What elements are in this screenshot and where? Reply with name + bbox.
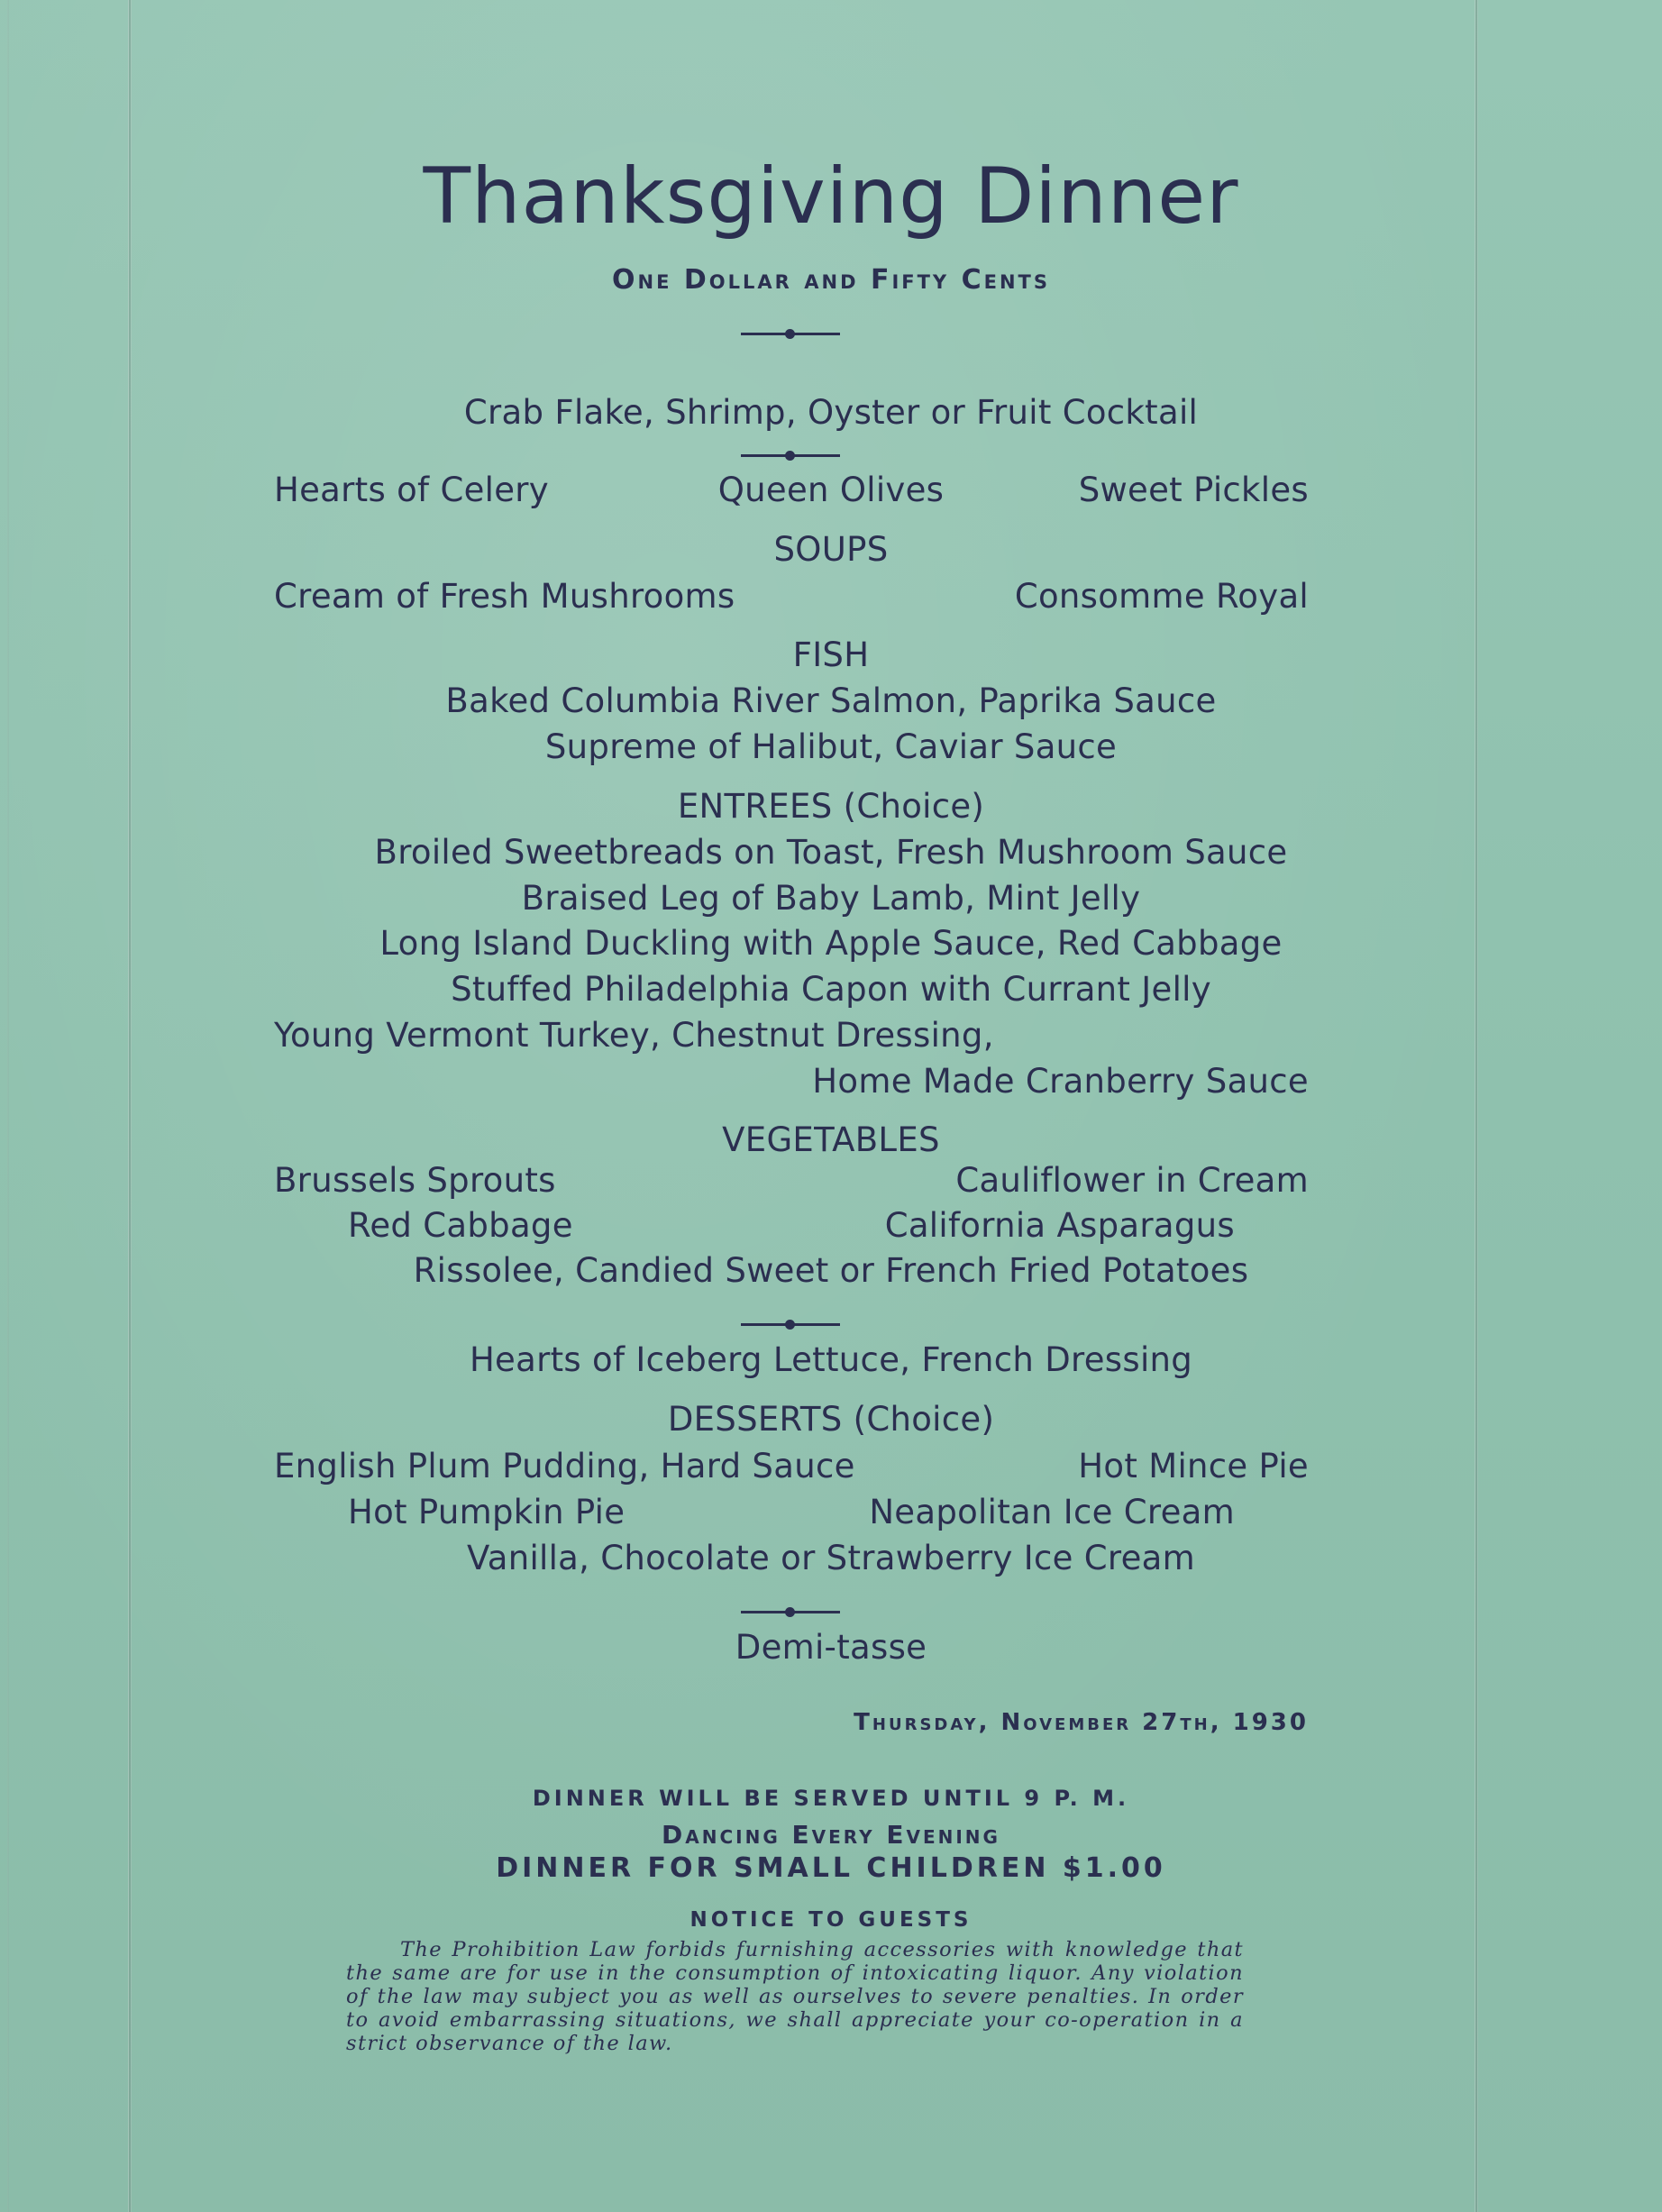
soup-item: Cream of Fresh Mushrooms <box>274 577 735 616</box>
vegetable-item: Rissolee, Candied Sweet or French Fried Potatoes <box>413 1251 1249 1290</box>
fish-item: Baked Columbia River Salmon, Paprika Sauce <box>445 681 1217 720</box>
vegetable-item: Cauliflower in Cream <box>955 1161 1309 1200</box>
menu-title: Thanksgiving Dinner <box>423 151 1239 242</box>
cocktail-line: Crab Flake, Shrimp, Oyster or Fruit Cocktail <box>463 393 1199 432</box>
relish-item: Hearts of Celery <box>274 471 549 509</box>
entree-item: Home Made Cranberry Sauce <box>812 1062 1309 1101</box>
fish-item: Supreme of Halibut, Caviar Sauce <box>544 727 1118 766</box>
served-until-notice: DINNER WILL BE SERVED UNTIL 9 P. M. <box>532 1786 1130 1811</box>
fish-heading: FISH <box>792 635 870 674</box>
dessert-item: Neapolitan Ice Cream <box>869 1493 1235 1531</box>
notice-heading: NOTICE TO GUESTS <box>689 1908 973 1932</box>
demitasse-line: Demi-tasse <box>735 1628 927 1667</box>
vegetable-item: California Asparagus <box>884 1206 1235 1245</box>
divider-ornament <box>741 450 840 461</box>
menu-price: One Dollar and Fifty Cents <box>612 264 1050 296</box>
desserts-heading: DESSERTS (Choice) <box>667 1400 995 1439</box>
vegetable-item: Red Cabbage <box>348 1206 573 1245</box>
relish-item: Queen Olives <box>717 471 945 509</box>
divider-ornament <box>741 1319 840 1330</box>
entree-item: Stuffed Philadelphia Capon with Currant Jelly <box>451 970 1211 1009</box>
salad-line: Hearts of Iceberg Lettuce, French Dressing <box>469 1340 1193 1379</box>
menu-date: Thursday, November 27th, 1930 <box>854 1709 1309 1736</box>
vegetable-item: Brussels Sprouts <box>274 1161 556 1200</box>
dessert-item: Vanilla, Chocolate or Strawberry Ice Cream <box>466 1539 1195 1577</box>
entree-item: Broiled Sweetbreads on Toast, Fresh Mushroom Sauce <box>374 833 1288 872</box>
divider-ornament <box>741 1606 840 1617</box>
entree-item: Young Vermont Turkey, Chestnut Dressing, <box>274 1016 994 1055</box>
dancing-notice: Dancing Every Evening <box>662 1820 1000 1850</box>
dessert-item: Hot Mince Pie <box>1078 1447 1309 1485</box>
entrees-heading: ENTREES (Choice) <box>677 787 985 826</box>
entree-item: Braised Leg of Baby Lamb, Mint Jelly <box>521 879 1141 918</box>
entree-item: Long Island Duckling with Apple Sauce, Red Cabbage <box>379 924 1283 963</box>
dessert-item: Hot Pumpkin Pie <box>348 1493 626 1531</box>
children-price-notice: DINNER FOR SMALL CHILDREN $1.00 <box>496 1852 1166 1884</box>
dessert-item: English Plum Pudding, Hard Sauce <box>274 1447 855 1485</box>
relish-item: Sweet Pickles <box>1078 471 1309 509</box>
divider-ornament <box>741 328 840 339</box>
vegetables-heading: VEGETABLES <box>722 1120 940 1159</box>
prohibition-notice-text: The Prohibition Law forbids furnishing accessories with knowledge that the same are for use in the consumption of intoxicating liquor. Any violation of the law may subject you as well as ourselves to severe penalties. In order to avoid embarrassing situations, we shall appreciate your co-operation in a strict observance of the law. <box>346 1938 1244 2055</box>
soups-heading: SOUPS <box>773 530 889 569</box>
soup-item: Consomme Royal <box>1014 577 1309 616</box>
